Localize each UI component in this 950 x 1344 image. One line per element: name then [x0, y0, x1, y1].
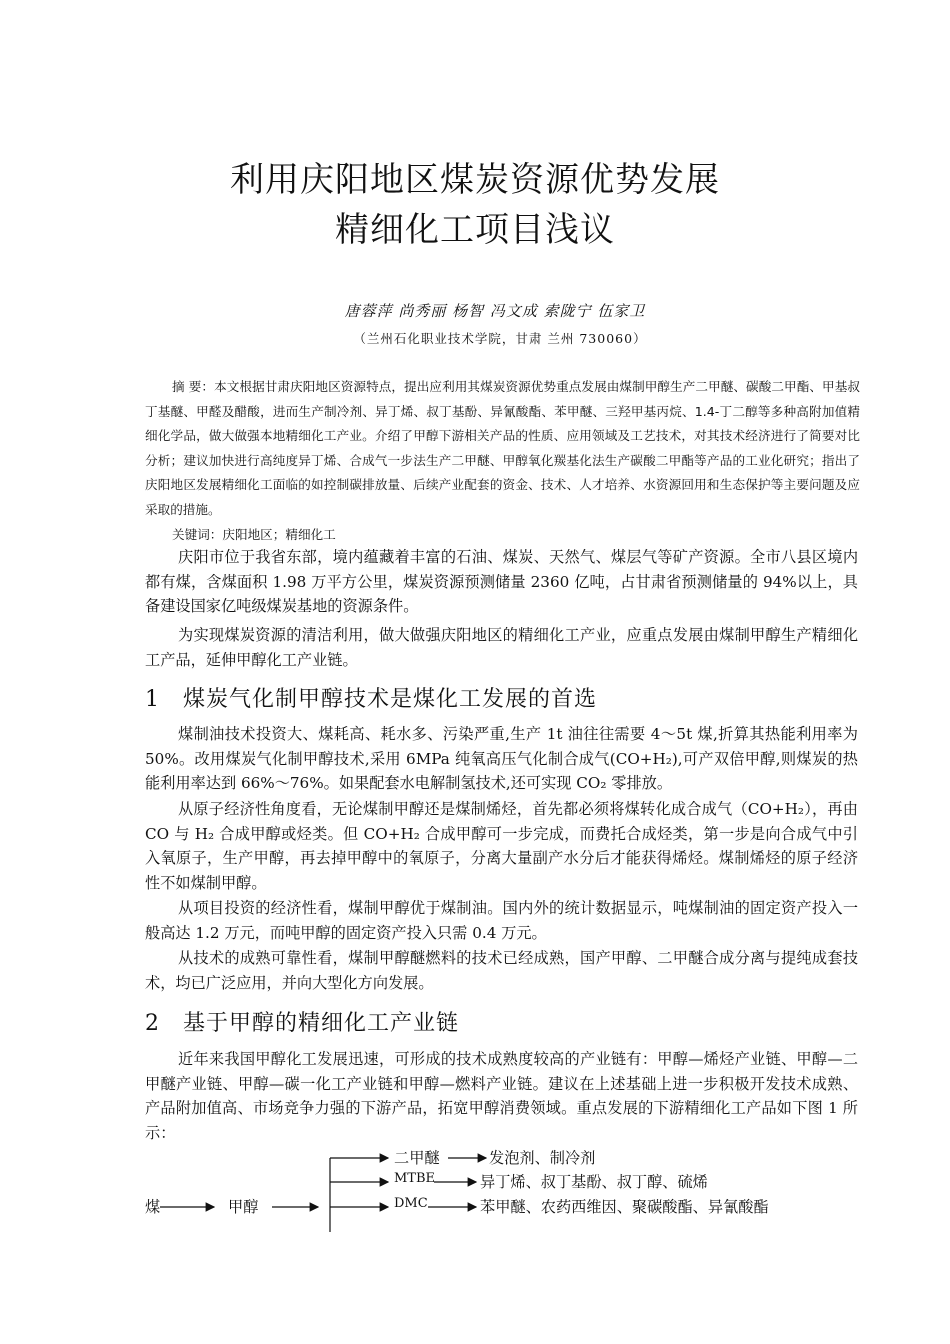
section-1-paragraph-3: 从项目投资的经济性看，煤制甲醇优于煤制油。国内外的统计数据显示，吨煤制油的固定资产投入一般高达 1.2 万元，而吨甲醇的固定资产投入只需 0.4 万元。	[145, 899, 858, 942]
section-1-number: 1	[145, 687, 160, 712]
diagram-methanol: 甲醇	[228, 1198, 259, 1216]
authors: 唐蓉萍 尚秀丽 杨智 冯文成 索陇宁 伍家卫	[344, 302, 646, 320]
section-1-heading	[145, 682, 597, 713]
section-2-heading	[145, 1006, 459, 1037]
diagram-dmc: DMC	[394, 1196, 428, 1211]
diagram-mtbe: MTBE	[394, 1171, 436, 1186]
section-1-paragraph-4: 从技术的成熟可靠性看，煤制甲醇醚燃料的技术已经成熟，国产甲醇、二甲醚合成分离与提纯成套技术，均已广泛应用，并向大型化方向发展。	[145, 949, 858, 992]
diagram-dmc-downstream: 苯甲醚、农药西维因、聚碳酸酯、异氰酸酯	[480, 1198, 769, 1216]
diagram-coal: 煤	[145, 1198, 161, 1216]
section-2-number: 2	[145, 1011, 160, 1036]
section-2-paragraph-1: 近年来我国甲醇化工发展迅速，可形成的技术成熟度较高的产业链有：甲醇—烯烃产业链、甲醇—二甲醚产业链、甲醇—碳一化工产业链和甲醇—燃料产业链。建议在上述基础上进一步积极开发技术成熟、产品附加值高、市场竞争力强的下游产品，拓宽甲醇消费领域。重点发展的下游精细化工产品如下图 1 所示：	[145, 1050, 858, 1142]
paper-title-line-2: 精细化工项目浅议	[335, 210, 615, 250]
methanol-product-flow-diagram	[0, 1140, 950, 1250]
section-2-title: 基于甲醇的精细化工产业链	[183, 1011, 460, 1036]
abstract: 摘 要：本文根据甘肃庆阳地区资源特点，提出应利用其煤炭资源优势重点发展由煤制甲醇生产二甲醚、碳酸二甲酯、甲基叔丁基醚、甲醛及醋酸，进而生产制冷剂、异丁烯、叔丁基酚、异氰酸酯、苯甲醚、三羟甲基丙烷、1.4-丁二醇等多种高附加值精细化学品，做大做强本地精细化工产业。介绍了甲醇下游相关产品的性质、应用领域及工艺技术，对其技术经济进行了简要对比分析；建议加快进行高纯度异丁烯、合成气一步法生产二甲醚、甲醇氧化羰基化法生产碳酸二甲酯等产品的工业化研究；指出了庆阳地区发展精细化工面临的如控制碳排放量、后续产业配套的资金、技术、人才培养、水资源回用和生态保护等主要问题及应采取的措施。	[145, 379, 860, 517]
diagram-arrows	[0, 1140, 950, 1250]
diagram-dme-downstream: 发泡剂、制冷剂	[489, 1149, 596, 1167]
diagram-dme: 二甲醚	[394, 1149, 440, 1167]
section-1-title: 煤炭气化制甲醇技术是煤化工发展的首选	[183, 687, 598, 712]
section-1-paragraph-2: 从原子经济性角度看，无论煤制甲醇还是煤制烯烃，首先都必须将煤转化成合成气（CO+H₂），再由 CO 与 H₂ 合成甲醇或烃类。但 CO+H₂ 合成甲醇可一步完成，而费托合成烃类，第一步是向合成气中引入氧原子，生产甲醇，再去掉甲醇中的氧原子，分离大量副产水分后才能获得烯烃。煤制烯烃的原子经济性不如煤制甲醇。	[145, 800, 858, 892]
intro-paragraph-1: 庆阳市位于我省东部，境内蕴藏着丰富的石油、煤炭、天然气、煤层气等矿产资源。全市八县区境内都有煤，含煤面积 1.98 万平方公里，煤炭资源预测储量 2360 亿吨，占甘肃省预测储量的 94%以上，具备建设国家亿吨级煤炭基地的资源条件。	[145, 548, 858, 615]
keywords: 关键词：庆阳地区；精细化工	[172, 527, 336, 542]
paper-title-line-1: 利用庆阳地区煤炭资源优势发展	[230, 160, 720, 200]
intro-paragraph-2: 为实现煤炭资源的清洁利用，做大做强庆阳地区的精细化工产业，应重点发展由煤制甲醇生产精细化工产品，延伸甲醇化工产业链。	[145, 626, 858, 669]
section-1-paragraph-1: 煤制油技术投资大、煤耗高、耗水多、污染严重,生产 1t 油往往需要 4～5t 煤,折算其热能利用率为 50%。改用煤炭气化制甲醇技术,采用 6MPa 纯氧高压气化制合成气(CO+H₂),可产双倍甲醇,则煤炭的热能利用率达到 66%～76%。如果配套水电解制氢技术,还可实现 CO₂ 零排放。	[145, 725, 858, 792]
diagram-mtbe-downstream: 异丁烯、叔丁基酚、叔丁醇、硫烯	[480, 1173, 708, 1191]
affiliation: （兰州石化职业技术学院，甘肃 兰州 730060）	[353, 331, 647, 346]
